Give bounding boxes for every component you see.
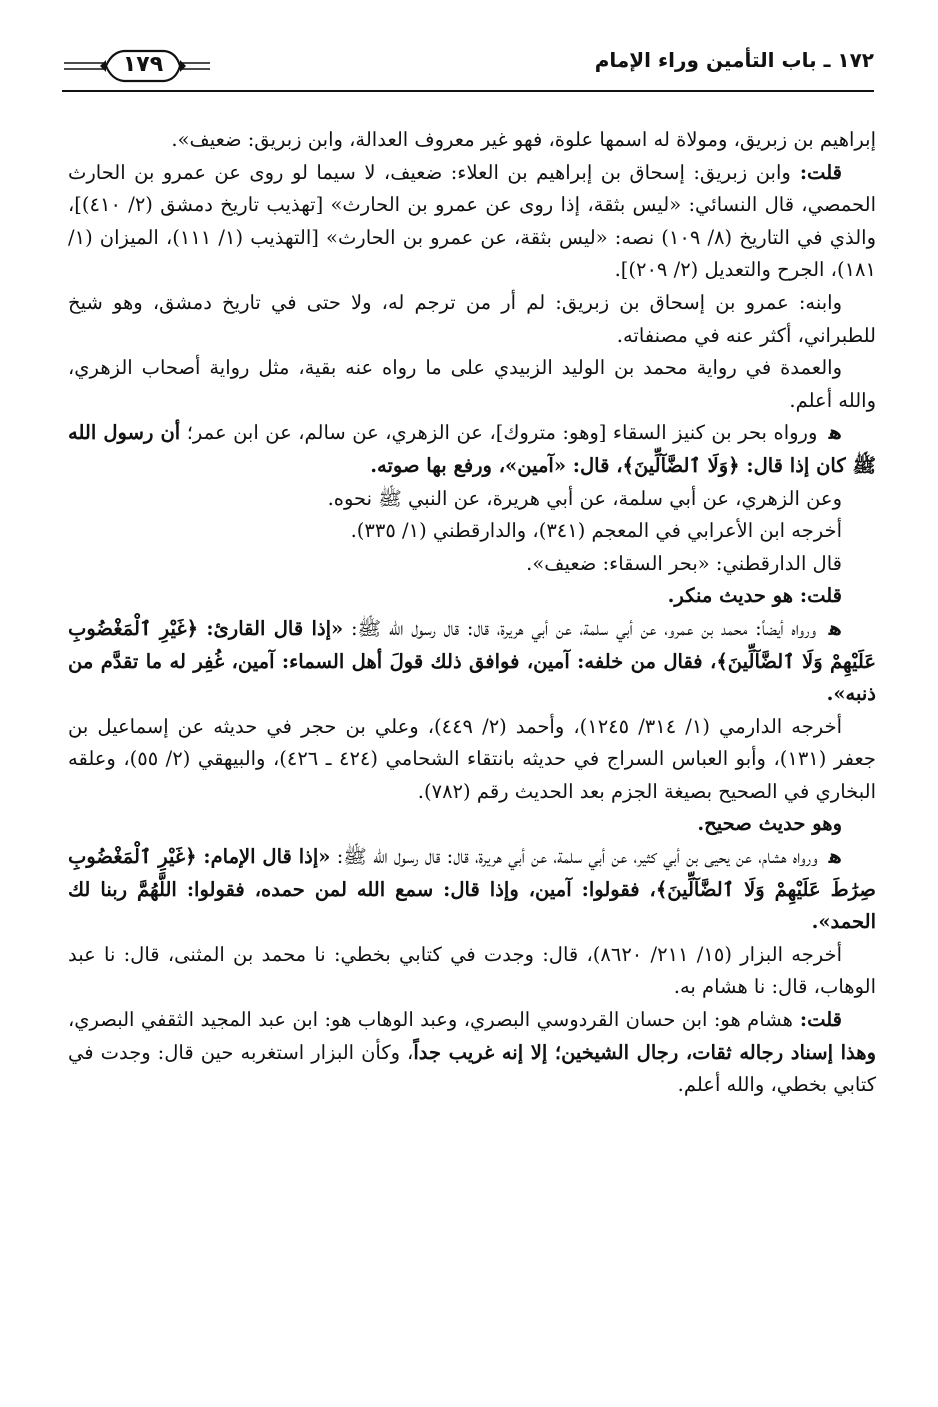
section-marker-icon: ﻫ	[821, 421, 842, 445]
text-run: ورواه هشام، عن يحيى بن أبي كثير، عن أبي سلمة، عن أبي هريرة، قال: قال رسول الله ﷺ:	[330, 845, 818, 869]
paragraph	[68, 417, 876, 482]
bold-text: وهو حديث صحيح.	[697, 812, 842, 836]
paragraph	[68, 483, 876, 516]
text-run: أخرجه ابن الأعرابي في المعجم (٣٤١)، والدارقطني (١/ ٣٣٥).	[350, 519, 842, 543]
bold-text: وهذا إسناد رجاله ثقات، رجال الشيخين؛ إلا إنه غريب جداً	[413, 1040, 876, 1064]
paragraph	[68, 808, 876, 841]
text-run: وعن الزهري، عن أبي سلمة، عن أبي هريرة، عن النبي ﷺ نحوه.	[327, 486, 842, 510]
paragraph	[68, 124, 876, 157]
running-title: ١٧٢ ـ باب التأمين وراء الإمام	[594, 48, 874, 72]
text-run: ورواه بحر بن كنيز السقاء [وهو: متروك]، عن الزهري، عن سالم، عن ابن عمر؛	[180, 421, 818, 445]
text-run: وابنه: عمرو بن إسحاق بن زبريق: لم أر من ترجم له، ولا حتى في تاريخ دمشق، وهو شيخ للطبراني، أكثر عنه في مصنفاته.	[68, 290, 876, 347]
page-number: ١٧٩	[122, 52, 164, 77]
paragraph	[68, 287, 876, 352]
text-run: إبراهيم بن زبريق، ومولاة له اسمها علوة، فهو غير معروف العدالة، وابن زبريق: ضعيف».	[171, 128, 876, 151]
paragraph	[68, 515, 876, 548]
paragraph	[68, 1004, 876, 1102]
paragraph	[68, 841, 876, 939]
text-run: والعمدة في رواية محمد بن الوليد الزبيدي على ما رواه عنه بقية، مثل رواية أصحاب الزهري، والله أعلم.	[68, 356, 876, 412]
text-run: قال الدارقطني: «بحر السقاء: ضعيف».	[526, 551, 842, 575]
header-rule	[62, 90, 874, 92]
bold-text: أن رسول الله ﷺ كان إذا قال: ﴿وَلَا ٱلضَّآلِّينَ﴾، قال: «آمين»، ورفع بها صوته.	[68, 421, 876, 477]
main-text	[68, 124, 876, 1102]
text-run: وابن زبريق: إسحاق بن إبراهيم بن العلاء: ضعيف، لا سيما لو روى عن عمرو بن الحارث الحمصي، قال النسائي: «ليس بثقة، إذا روى عن عمرو بن الحارث» [تهذيب تاريخ دمشق (٢/ ٤١٠)]، والذي في التاريخ (٨/ ١٠٩) نصه: «ليس بثقة، عن عمرو بن الحارث» [التهذيب (١/ ١١١)، الميزان (١/ ١٨١)، الجرح والتعديل (٢/ ٢٠٩)].	[68, 160, 877, 282]
paragraph	[68, 580, 876, 613]
paragraph	[68, 352, 876, 417]
bold-text: قلت:	[790, 160, 842, 184]
section-marker-icon: ﻫ	[821, 845, 842, 869]
bold-text: قلت: هو حديث منكر.	[667, 584, 842, 608]
paragraph	[68, 157, 876, 287]
text-run: هشام هو: ابن حسان القردوسي البصري، وعبد الوهاب هو: ابن عبد المجيد الثقفي البصري،	[68, 1008, 793, 1032]
bold-text: «إذا قال القارئ: ﴿غَيْرِ ٱلْمَغْضُوبِ عَلَيْهِمْ وَلَا ٱلضَّآلِّينَ﴾، فقال من خلفه: آمين، فوافق ذلك قولَ أهل السماء: آمين، غُفِر له ما تقدَّم من ذنبه».	[68, 616, 876, 706]
page-header	[62, 46, 874, 96]
page-number-ornament	[62, 46, 212, 88]
text-run: أخرجه الدارمي (١/ ٣١٤/ ١٢٤٥)، وأحمد (٢/ ٤٤٩)، وعلي بن حجر في حديثه عن إسماعيل بن جعفر (١٣١)، وأبو العباس السراج في حديثه بانتقاء الشحامي (٤٢٤ ـ ٤٢٦)، والبيهقي (٢/ ٥٥)، وعلقه البخاري في الصحيح بصيغة الجزم بعد الحديث رقم (٧٨٢).	[68, 714, 876, 803]
paragraph	[68, 548, 876, 581]
bold-text: قلت:	[792, 1008, 842, 1032]
paragraph	[68, 711, 876, 809]
bold-text: «إذا قال الإمام: ﴿غَيْرِ ٱلْمَغْضُوبِ صِرَٰطَ عَلَيْهِمْ وَلَا ٱلضَّآلِّينَ﴾، فقولوا: آمين، وإذا قال: سمع الله لمن حمده، فقولوا: اللَّهُمَّ ربنا لك الحمد».	[68, 845, 876, 934]
paragraph	[68, 939, 876, 1004]
text-run: ، وكأن البزار استغربه حين قال: وجدت في كتابي بخطي، والله أعلم.	[68, 1040, 876, 1097]
paragraph	[68, 613, 876, 711]
section-marker-icon: ﻫ	[820, 616, 842, 640]
text-run: أخرجه البزار (١٥/ ٢١١/ ٨٦٢٠)، قال: وجدت في كتابي بخطي: نا محمد بن المثنى، قال: نا عبد الوهاب، قال: نا هشام به.	[68, 942, 876, 999]
text-run: ورواه أيضاً: محمد بن عمرو، عن أبي سلمة، عن أبي هريرة، قال: قال رسول الله ﷺ:	[343, 616, 817, 640]
